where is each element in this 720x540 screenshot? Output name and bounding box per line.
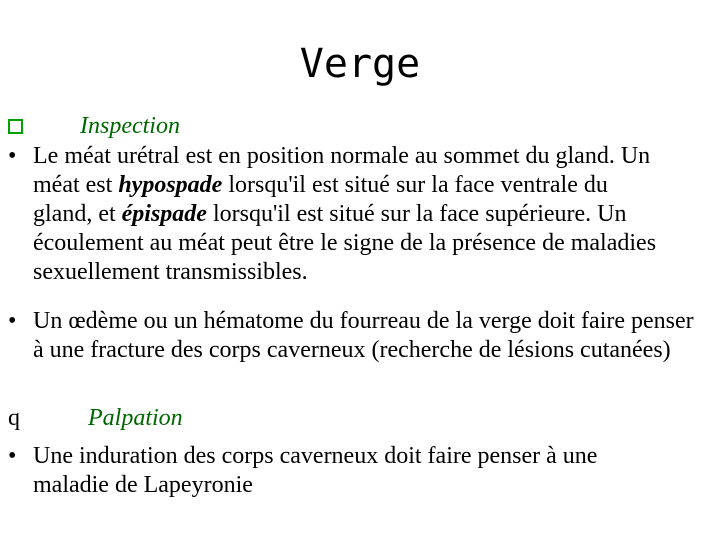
bullet-text: Un œdème ou un hématome du fourreau de la verge doit faire penser à une fracture des corps caverneux (recherche de lésions cutanées) — [33, 308, 694, 363]
term-hypospade: hypospade — [118, 172, 223, 198]
bullet-text: Une induration des corps caverneux doit faire penser à une maladie de Lapeyronie — [33, 443, 598, 498]
section-heading-palpation — [8, 404, 708, 433]
q-bullet-icon: q — [8, 405, 20, 431]
checkbox-bullet-icon — [8, 119, 23, 134]
bullet-text: Le méat urétral est en position normale au sommet du gland. Un méat est hypospade lorsqu'il est situé sur la face ventrale du gland, et épispade lorsqu'il est situé sur la face supérieure. Un écoulement au méat peut être le signe de la présence de maladies sexuellement transmissibles. — [33, 143, 657, 285]
term-epispade: épispade — [121, 201, 207, 227]
section-heading-label: Inspection — [80, 113, 180, 139]
bullet-item — [8, 142, 668, 287]
section-heading-inspection — [8, 112, 708, 141]
bullet-icon: • — [8, 143, 17, 169]
section-heading-label: Palpation — [88, 405, 183, 431]
slide-title: Verge — [299, 41, 421, 87]
bullet-icon: • — [8, 443, 17, 469]
bullet-icon: • — [8, 308, 17, 334]
bullet-item — [8, 442, 668, 500]
bullet-item — [8, 307, 698, 365]
